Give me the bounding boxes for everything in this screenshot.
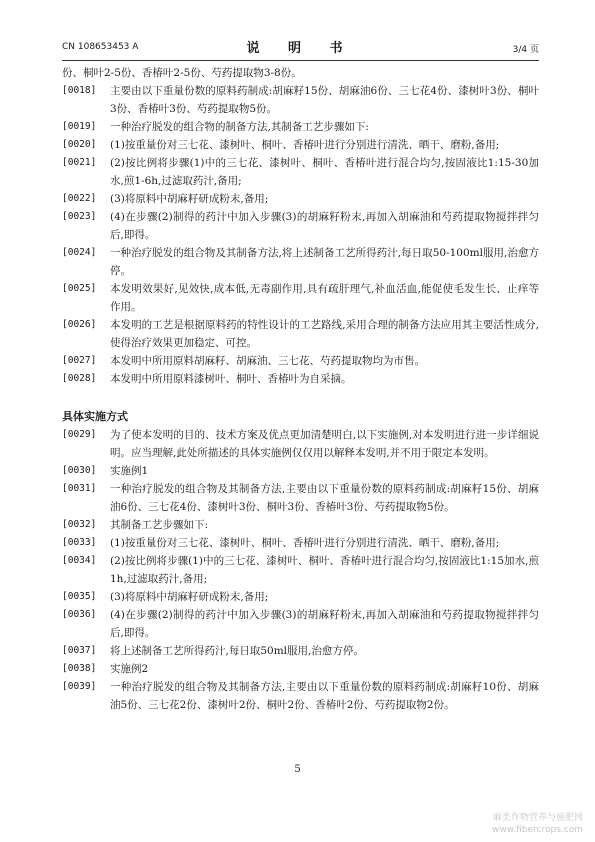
paragraph-number: [0030] bbox=[62, 465, 97, 476]
paragraph-number: [0018] bbox=[62, 85, 97, 96]
paragraph-text: 本发明的工艺是根据原料药的特性设计的工艺路线,采用合理的制备方法应用其主要活性成分,使得治疗效果更加稳定、可控。 bbox=[110, 319, 539, 349]
paragraph-text: 一种治疗脱发的组合物及其制备方法,主要由以下重量份数的原料药制成:胡麻籽10份、胡麻油5份、三七花2份、漆树叶2份、桐叶2份、香椿叶2份、芍药提取物2份。 bbox=[110, 681, 539, 711]
paragraph-number: [0026] bbox=[62, 319, 97, 330]
page-info: 3/4 页 bbox=[512, 45, 539, 55]
page-header bbox=[62, 36, 539, 58]
paragraph-text: (4)在步骤(2)制得的药汁中加入步骤(3)的胡麻籽粉末,再加入胡麻油和芍药提取物搅拌拌匀后,即得。 bbox=[110, 609, 539, 639]
paragraph-number: [0035] bbox=[62, 591, 97, 602]
paragraph-number: [0028] bbox=[62, 373, 97, 384]
paragraph-number: [0023] bbox=[62, 211, 97, 222]
paragraph-number: [0029] bbox=[62, 429, 97, 440]
paragraph-number: [0025] bbox=[62, 283, 97, 294]
document-body bbox=[62, 64, 539, 714]
paragraph bbox=[62, 352, 539, 370]
paragraph-number: [0039] bbox=[62, 681, 97, 692]
paragraph-text: 本发明效果好,见效快,成本低,无毒副作用,具有疏肝理气,补血活血,能促使毛发生长、止痒等作用。 bbox=[110, 283, 539, 313]
paragraph-number: [0021] bbox=[62, 157, 97, 168]
paragraph-text: 主要由以下重量份数的原料药制成:胡麻籽15份、胡麻油6份、三七花4份、漆树叶3份、桐叶3份、香椿叶3份、芍药提取物5份。 bbox=[110, 85, 539, 115]
paragraph bbox=[62, 154, 539, 190]
paragraph-text: (2)按比例将步骤(1)中的三七花、漆树叶、桐叶、香椿叶进行混合均匀,按固液比1:15加水,煎1h,过滤取药汁,备用; bbox=[110, 555, 539, 585]
paragraph-text: 本发明中所用原料漆树叶、桐叶、香椿叶为自采摘。 bbox=[110, 373, 352, 385]
paragraph-number: [0032] bbox=[62, 519, 97, 530]
paragraph-number: [0022] bbox=[62, 193, 97, 204]
paragraph bbox=[62, 82, 539, 118]
paragraph-text: (1)按重量份对三七花、漆树叶、桐叶、香椿叶进行分别进行清洗、晒干、磨粉,备用; bbox=[110, 139, 500, 151]
paragraph-number: [0020] bbox=[62, 139, 97, 150]
paragraph bbox=[62, 136, 539, 154]
header-divider bbox=[62, 60, 539, 61]
paragraph bbox=[62, 642, 539, 660]
paragraph-group-a bbox=[62, 82, 539, 388]
paragraph bbox=[62, 208, 539, 244]
paragraph-text: (2)按比例将步骤(1)中的三七花、漆树叶、桐叶、香椿叶进行混合均匀,按固液比1:15-30加水,煎1-6h,过滤取药汁,备用; bbox=[110, 157, 539, 187]
watermark-line-2: www.fibercrops.com bbox=[492, 825, 583, 835]
paragraph-number: [0027] bbox=[62, 355, 97, 366]
paragraph-group-b bbox=[62, 426, 539, 714]
paragraph-text: (4)在步骤(2)制得的药汁中加入步骤(3)的胡麻籽粉末,再加入胡麻油和芍药提取物搅拌拌匀后,即得。 bbox=[110, 211, 539, 241]
doc-id: CN 108653453 A bbox=[62, 42, 139, 52]
paragraph bbox=[62, 588, 539, 606]
doc-title: 说 明 书 bbox=[246, 41, 355, 56]
paragraph bbox=[62, 426, 539, 462]
paragraph-number: [0019] bbox=[62, 121, 97, 132]
paragraph-number: [0031] bbox=[62, 483, 97, 494]
paragraph-text: 为了使本发明的目的、技术方案及优点更加清楚明白,以下实施例,对本发明进行进一步详细说明。应当理解,此处所描述的具体实施例仅仅用以解释本发明,并不用于限定本发明。 bbox=[110, 429, 539, 459]
paragraph-number: [0038] bbox=[62, 663, 97, 674]
paragraph bbox=[62, 370, 539, 388]
paragraph bbox=[62, 606, 539, 642]
page-number: 5 bbox=[294, 764, 301, 775]
watermark-line-1: 麻类作物营养与施肥网 bbox=[492, 813, 583, 823]
paragraph-text: 一种治疗脱发的组合物及其制备方法,主要由以下重量份数的原料药制成:胡麻籽15份、胡麻油6份、三七花4份、漆树叶3份、桐叶3份、香椿叶3份、芍药提取物5份。 bbox=[110, 483, 539, 513]
paragraph bbox=[62, 516, 539, 534]
paragraph bbox=[62, 534, 539, 552]
watermark bbox=[492, 812, 583, 836]
paragraph bbox=[62, 480, 539, 516]
paragraph bbox=[62, 316, 539, 352]
paragraph-text: 将上述制备工艺所得药汁,每日取50ml服用,治愈方停。 bbox=[110, 645, 364, 657]
paragraph-text: 一种治疗脱发的组合物的制备方法,其制备工艺步骤如下: bbox=[110, 121, 369, 133]
paragraph-number: [0036] bbox=[62, 609, 97, 620]
paragraph-number: [0037] bbox=[62, 645, 97, 656]
paragraph bbox=[62, 678, 539, 714]
paragraph-text: 实施例1 bbox=[110, 465, 149, 477]
paragraph-text: 一种治疗脱发的组合物及其制备方法,将上述制备工艺所得药汁,每日取50-100ml服用,治愈方停。 bbox=[110, 247, 539, 277]
paragraph bbox=[62, 462, 539, 480]
paragraph-text: (1)按重量份对三七花、漆树叶、桐叶、香椿叶进行分别进行清洗、晒干、磨粉,备用; bbox=[110, 537, 500, 549]
paragraph-number: [0033] bbox=[62, 537, 97, 548]
paragraph bbox=[62, 244, 539, 280]
lead-line bbox=[62, 64, 539, 82]
paragraph bbox=[62, 552, 539, 588]
paragraph-text: (3)将原料中胡麻籽研成粉末,备用; bbox=[110, 591, 269, 603]
paragraph-text: (3)将原料中胡麻籽研成粉末,备用; bbox=[110, 193, 269, 205]
paragraph bbox=[62, 660, 539, 678]
paragraph-text: 实施例2 bbox=[110, 663, 149, 675]
paragraph bbox=[62, 280, 539, 316]
section-title: 具体实施方式 bbox=[62, 410, 128, 423]
lead-text: 份、桐叶2-5份、香椿叶2-5份、芍药提取物3-8份。 bbox=[62, 67, 302, 79]
paragraph-text: 其制备工艺步骤如下: bbox=[110, 519, 209, 531]
paragraph-text: 本发明中所用原料胡麻籽、胡麻油、三七花、芍药提取物均为市售。 bbox=[110, 355, 425, 367]
paragraph bbox=[62, 118, 539, 136]
paragraph-number: [0024] bbox=[62, 247, 97, 258]
paragraph-number: [0034] bbox=[62, 555, 97, 566]
paragraph bbox=[62, 190, 539, 208]
